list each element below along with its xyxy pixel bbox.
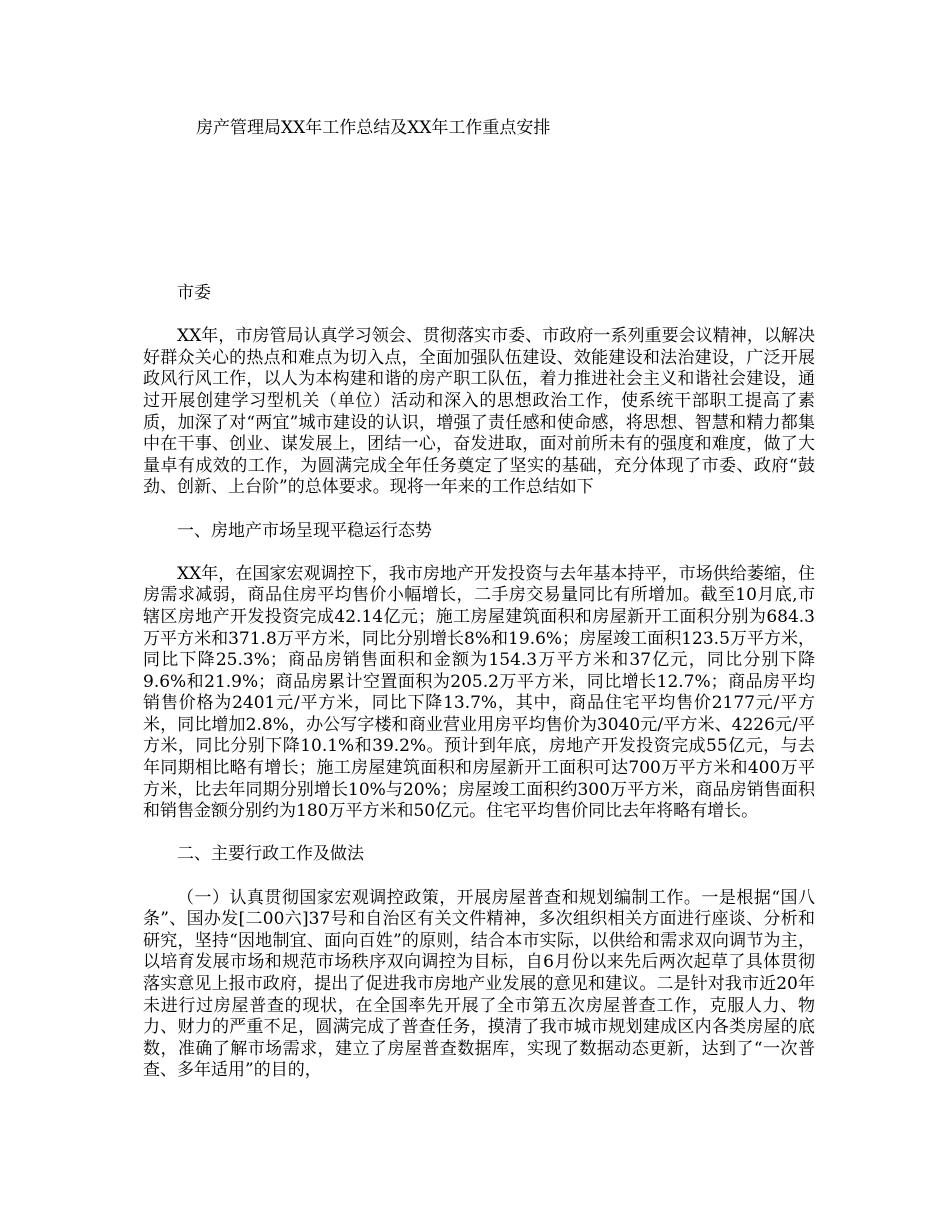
section-heading-1: 一、房地产市场呈现平稳运行态势 [177, 520, 432, 541]
document-body [143, 283, 815, 1104]
section-heading-2: 二、主要行政工作及做法 [177, 844, 364, 865]
paragraph-policy: （一）认真贯彻国家宏观调控政策，开展房屋普查和规划编制工作。一是根据“国八条”、国办发[二00六]37号和自治区有关文件精神，多次组织相关方面进行座谈、分析和研究，坚持“因地制宜、面向百姓”的原则，结合本市实际，以供给和需求双向调节为主，以培育发展市场和规范市场秩序双向调控为目标，自6月份以来先后两次起草了具体贯彻落实意见上报市政府，提出了促进我市房地产业发展的意见和建议。二是针对我市近20年未进行过房屋普查的现状，在全国率先开展了全市第五次房屋普查工作，克服人力、物力、财力的严重不足，圆满完成了普查任务，摸清了我市城市规划建成区内各类房屋的底数，准确了解市场需求，建立了房屋普查数据库，实现了数据动态更新，达到了“一次普查、多年适用”的目的， [143, 887, 815, 1081]
paragraph-intro: XX年，市房管局认真学习领会、贯彻落实市委、市政府一系列重要会议精神，以解决好群众关心的热点和难点为切入点，全面加强队伍建设、效能建设和法治建设，广泛开展政风行风工作，以人为本构建和谐的房产职工队伍，着力推进社会主义和谐社会建设，通过开展创建学习型机关（单位）活动和深入的思想政治工作，使系统干部职工提高了素质，加深了对“两宜”城市建设的认识，增强了责任感和使命感，将思想、智慧和精力都集中在干事、创业、谋发展上，团结一心，奋发进取，面对前所未有的强度和难度，做了大量卓有成效的工作，为圆满完成全年任务奠定了坚实的基础，充分体现了市委、政府“鼓劲、创新、上台阶”的总体要求。现将一年来的工作总结如下 [143, 326, 815, 498]
document-title: 房产管理局XX年工作总结及XX年工作重点安排 [196, 118, 551, 138]
paragraph-market: XX年，在国家宏观调控下，我市房地产开发投资与去年基本持平，市场供给萎缩，住房需求减弱，商品住房平均售价小幅增长，二手房交易量同比有所增加。截至10月底,市辖区房地产开发投资完成42.14亿元；施工房屋建筑面积和房屋新开工面积分别为684.3万平方米和371.8万平方米，同比分别增长8%和19.6%；房屋竣工面积123.5万平方米，同比下降25.3%；商品房销售面积和金额为154.3万平方米和37亿元，同比分别下降9.6%和21.9%；商品房累计空置面积为205.2万平方米，同比增长12.7%；商品房平均销售价格为2401元/平方米，同比下降13.7%，其中，商品住宅平均售价2177元/平方米，同比增加2.8%，办公写字楼和商业营业用房平均售价为3040元/平方米、4226元/平方米，同比分别下降10.1%和39.2%。预计到年底，房地产开发投资完成55亿元，与去年同期相比略有增长；施工房屋建筑面积和房屋新开工面积可达700万平方米和400万平方米，比去年同期分别增长10%与20%；房屋竣工面积约300万平方米，商品房销售面积和销售金额分别约为180万平方米和50亿元。住宅平均售价同比去年将略有增长。 [143, 563, 815, 822]
recipient-line: 市委 [177, 283, 211, 303]
